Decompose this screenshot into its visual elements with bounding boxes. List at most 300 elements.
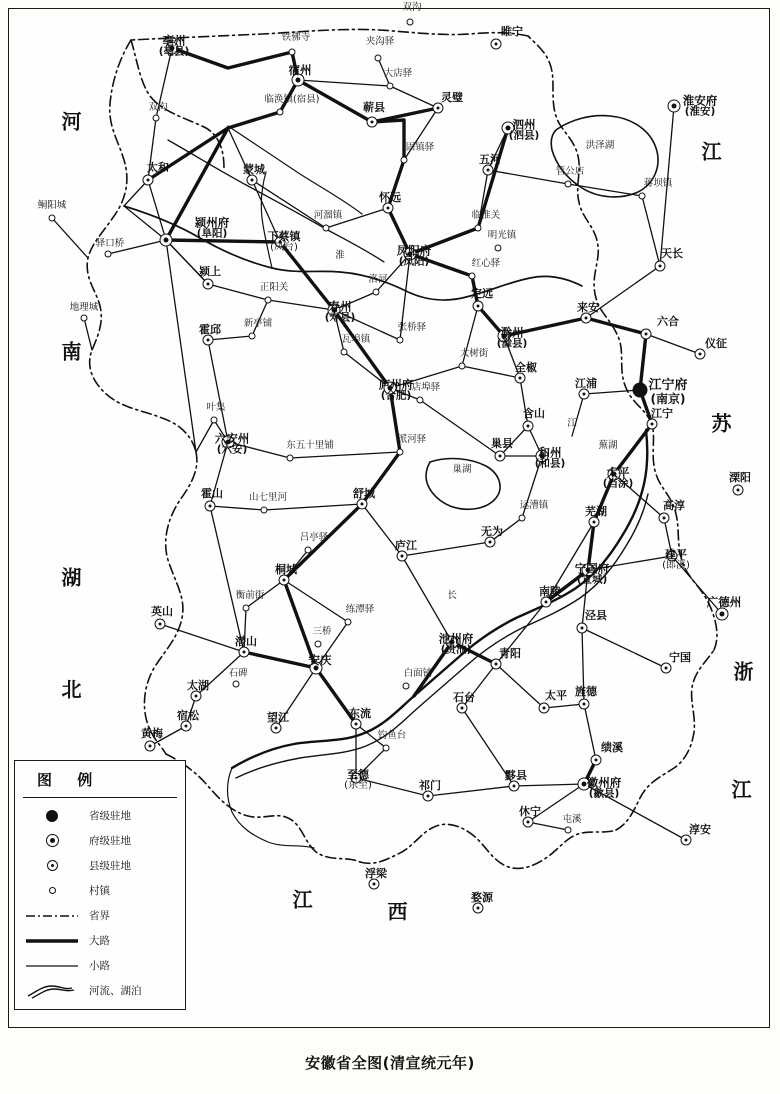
place-label bbox=[523, 408, 545, 420]
marker-center bbox=[401, 555, 404, 558]
place-label bbox=[601, 742, 623, 754]
map-marker-town[interactable] bbox=[233, 681, 240, 688]
marker-center bbox=[477, 907, 480, 910]
place-name: 临淮关 bbox=[471, 210, 501, 222]
place-name: 派河驿 bbox=[397, 434, 427, 446]
place-name: 霍邱 bbox=[199, 323, 221, 337]
neighbor-label: 浙 bbox=[733, 659, 755, 684]
place-name: 无为 bbox=[481, 525, 503, 539]
place-name: 旌德 bbox=[575, 685, 597, 699]
map-marker-town[interactable] bbox=[243, 605, 250, 612]
marker-center bbox=[672, 104, 677, 109]
place-name: 婺源 bbox=[471, 891, 493, 905]
map-marker-town[interactable] bbox=[407, 19, 414, 26]
place-label bbox=[651, 408, 673, 420]
marker-center bbox=[663, 517, 666, 520]
marker-center bbox=[665, 667, 668, 670]
map-marker-town[interactable] bbox=[383, 745, 390, 752]
place-name-modern: (亳县) bbox=[158, 45, 190, 58]
marker-center bbox=[583, 703, 586, 706]
place-label bbox=[344, 769, 372, 791]
place-name: 河溜镇 bbox=[313, 210, 343, 222]
marker-center bbox=[147, 179, 150, 182]
place-label bbox=[481, 526, 503, 538]
map-marker-town[interactable] bbox=[345, 619, 352, 626]
place-name: 庐江 bbox=[395, 539, 417, 553]
map-marker-town[interactable] bbox=[341, 349, 348, 356]
place-name: 淳安 bbox=[689, 823, 711, 837]
place-name: 霍山 bbox=[201, 487, 223, 501]
marker-center bbox=[355, 723, 358, 726]
place-name: 庐州府 bbox=[378, 377, 414, 392]
place-label bbox=[575, 562, 610, 585]
place-name: 淮 bbox=[335, 250, 345, 262]
place-name: 双沟 bbox=[402, 2, 422, 14]
place-label bbox=[662, 549, 690, 571]
neighbor-label: 北 bbox=[61, 677, 83, 702]
place-name: 山七里河 bbox=[248, 492, 288, 504]
legend-divider bbox=[23, 797, 177, 798]
place-name: 亳州 bbox=[162, 33, 186, 48]
place-name: 黄梅 bbox=[141, 727, 163, 741]
marker-center bbox=[487, 169, 490, 172]
place-name: 双沟 bbox=[148, 102, 168, 114]
place-label bbox=[187, 680, 209, 692]
place-name: 灵璧 bbox=[441, 91, 463, 105]
map-marker-town[interactable] bbox=[401, 157, 408, 164]
map-marker-town[interactable] bbox=[81, 315, 88, 322]
place-name: 新亭铺 bbox=[243, 318, 273, 330]
legend-label: 小路 bbox=[89, 960, 110, 972]
place-label bbox=[471, 892, 493, 904]
map-marker-county[interactable] bbox=[695, 349, 706, 360]
place-label bbox=[398, 435, 427, 445]
place-name: 蒙城 bbox=[243, 163, 265, 177]
marker-center bbox=[527, 821, 530, 824]
place-label bbox=[669, 652, 691, 664]
place-name: 驿口桥 bbox=[95, 238, 125, 250]
legend-label: 省界 bbox=[89, 910, 110, 922]
legend-rows bbox=[15, 803, 185, 1005]
place-name: 桐城 bbox=[275, 563, 297, 577]
place-name: 管公店 bbox=[555, 166, 585, 178]
place-name: 淮安府 bbox=[682, 93, 718, 108]
place-label bbox=[148, 103, 167, 113]
place-name-modern: (合肥) bbox=[380, 389, 412, 402]
map-marker-town[interactable] bbox=[469, 273, 476, 280]
place-label bbox=[365, 868, 387, 880]
place-name: 蕲县 bbox=[363, 101, 385, 115]
place-name: 太平 bbox=[545, 689, 567, 703]
marker-center bbox=[659, 265, 662, 268]
map-marker-county[interactable] bbox=[145, 741, 156, 752]
marker-center bbox=[209, 505, 212, 508]
place-name: 石台 bbox=[453, 691, 475, 705]
place-name: 宿州 bbox=[288, 62, 312, 77]
place-name-modern: (宣城) bbox=[576, 573, 608, 586]
place-name: 徽州府 bbox=[586, 775, 622, 790]
place-name: 宁国府 bbox=[574, 561, 610, 576]
place-label bbox=[199, 266, 221, 278]
marker-center bbox=[513, 785, 516, 788]
map-marker-county[interactable] bbox=[591, 755, 602, 766]
place-name: 黟县 bbox=[505, 769, 527, 783]
marker-center bbox=[527, 425, 530, 428]
map-marker-town[interactable] bbox=[639, 193, 646, 200]
map-marker-county[interactable] bbox=[641, 329, 652, 340]
marker-center bbox=[275, 727, 278, 730]
place-name-modern: (东至) bbox=[344, 779, 372, 791]
place-name: 溧阳 bbox=[729, 471, 751, 485]
legend-item-prefecture-seat bbox=[15, 828, 185, 853]
legend-label: 大路 bbox=[89, 935, 110, 947]
place-label bbox=[286, 441, 334, 451]
place-label bbox=[384, 69, 413, 79]
place-label bbox=[314, 211, 343, 221]
place-label bbox=[585, 610, 607, 622]
place-label bbox=[501, 26, 523, 38]
place-name: 江 bbox=[567, 418, 577, 430]
place-name: 下蔡镇 bbox=[267, 229, 301, 243]
place-label bbox=[488, 231, 517, 241]
place-label bbox=[661, 248, 683, 260]
place-label bbox=[603, 466, 634, 489]
map-marker-town[interactable] bbox=[417, 397, 424, 404]
place-name-modern: (当涂) bbox=[602, 477, 634, 490]
map-marker-town[interactable] bbox=[105, 251, 112, 258]
place-label bbox=[268, 231, 301, 253]
place-label bbox=[648, 379, 687, 405]
dash-dot-line-icon bbox=[15, 911, 89, 921]
place-name: 全椒 bbox=[515, 361, 537, 375]
place-label bbox=[539, 586, 561, 598]
place-label bbox=[243, 164, 265, 176]
place-name: 正阳关 bbox=[259, 282, 289, 294]
place-label bbox=[267, 712, 289, 724]
place-label bbox=[397, 244, 432, 267]
legend-label: 县级驻地 bbox=[89, 860, 131, 872]
map-marker-prefecture[interactable] bbox=[668, 100, 681, 113]
place-name: 太平 bbox=[606, 465, 630, 480]
map-marker-town[interactable] bbox=[261, 507, 268, 514]
place-name: 张桥驿 bbox=[397, 322, 427, 334]
place-label bbox=[309, 654, 332, 666]
legend-label: 村镇 bbox=[89, 885, 110, 897]
place-name: 大店驿 bbox=[383, 68, 413, 80]
place-name: 红心驿 bbox=[471, 258, 501, 270]
place-label bbox=[575, 378, 597, 390]
place-name: 宁国 bbox=[669, 651, 691, 665]
place-name-modern: (阜阳) bbox=[196, 227, 228, 240]
place-name: 白面铺 bbox=[403, 668, 433, 680]
neighbor-label: 西 bbox=[387, 899, 409, 924]
place-name: 江浦 bbox=[575, 377, 597, 391]
map-marker-town[interactable] bbox=[153, 115, 160, 122]
place-label bbox=[598, 441, 617, 451]
place-name: 青阳 bbox=[499, 647, 521, 661]
place-label bbox=[472, 211, 501, 221]
map-marker-town[interactable] bbox=[403, 683, 410, 690]
place-name: 建平 bbox=[665, 547, 687, 561]
map-marker-county[interactable] bbox=[155, 619, 166, 630]
legend-item-river-lake bbox=[15, 978, 185, 1003]
place-name: 太和 bbox=[147, 161, 169, 175]
map-marker-county[interactable] bbox=[577, 623, 588, 634]
map-marker-county[interactable] bbox=[655, 261, 666, 272]
place-name: 蒋坝镇 bbox=[643, 178, 673, 190]
map-marker-prefecture[interactable] bbox=[716, 608, 729, 621]
marker-center bbox=[583, 393, 586, 396]
marker-center bbox=[164, 238, 169, 243]
map-marker-town[interactable] bbox=[277, 109, 284, 116]
place-label bbox=[363, 102, 385, 114]
marker-center bbox=[427, 795, 430, 798]
map-marker-town[interactable] bbox=[249, 333, 256, 340]
marker-center bbox=[489, 541, 492, 544]
place-label bbox=[729, 472, 751, 484]
marker-center bbox=[207, 283, 210, 286]
map-marker-town[interactable] bbox=[289, 49, 296, 56]
place-name: 来安 bbox=[577, 301, 599, 315]
map-marker-town[interactable] bbox=[495, 245, 502, 252]
place-label bbox=[195, 216, 230, 239]
map-marker-county[interactable] bbox=[539, 703, 550, 714]
map-marker-prefecture[interactable] bbox=[160, 234, 173, 247]
place-name: 铁佛寺 bbox=[281, 32, 311, 44]
place-name: 泗州 bbox=[512, 117, 536, 132]
place-label bbox=[177, 710, 199, 722]
marker-center bbox=[519, 377, 522, 380]
place-label bbox=[366, 37, 395, 47]
place-name: 祁门 bbox=[419, 779, 441, 793]
legend-item-village bbox=[15, 878, 185, 903]
marker-center bbox=[461, 707, 464, 710]
map-marker-town[interactable] bbox=[397, 337, 404, 344]
map-marker-town[interactable] bbox=[323, 225, 330, 232]
place-label bbox=[419, 780, 441, 792]
place-name: 潜山 bbox=[235, 635, 257, 649]
marker-center bbox=[737, 489, 740, 492]
place-name: 和州 bbox=[538, 445, 562, 460]
place-label bbox=[535, 446, 566, 469]
marker-center bbox=[149, 745, 152, 748]
place-label bbox=[515, 362, 537, 374]
place-label bbox=[147, 162, 169, 174]
place-name: 屯溪 bbox=[562, 814, 582, 826]
neighbor-label: 苏 bbox=[711, 411, 733, 436]
place-name: 凤阳府 bbox=[396, 243, 432, 258]
map-marker-county[interactable] bbox=[495, 451, 506, 462]
place-name: 巢湖 bbox=[452, 464, 472, 476]
legend-title: 图 例 bbox=[37, 771, 103, 789]
place-name-modern: (淮安) bbox=[684, 105, 716, 118]
map-marker-county[interactable] bbox=[733, 485, 744, 496]
place-label bbox=[244, 319, 273, 329]
legend-label: 府级驻地 bbox=[89, 835, 131, 847]
map-marker-county[interactable] bbox=[579, 699, 590, 710]
place-label bbox=[265, 95, 320, 105]
legend-item-province-border bbox=[15, 903, 185, 928]
map-marker-town[interactable] bbox=[459, 363, 466, 370]
place-label bbox=[453, 692, 475, 704]
neighbor-label: 南 bbox=[61, 339, 83, 364]
place-label bbox=[499, 648, 521, 660]
map-marker-town[interactable] bbox=[265, 297, 272, 304]
marker-center bbox=[387, 207, 390, 210]
place-label bbox=[312, 627, 331, 637]
map-marker-county[interactable] bbox=[523, 421, 534, 432]
map-marker-town[interactable] bbox=[565, 181, 572, 188]
map-marker-county[interactable] bbox=[203, 279, 214, 290]
place-name: 运漕镇 bbox=[519, 500, 549, 512]
map-marker-capital[interactable] bbox=[633, 383, 648, 398]
place-label bbox=[707, 596, 742, 608]
filled-dot-icon bbox=[15, 810, 89, 822]
place-label bbox=[141, 728, 163, 740]
place-label bbox=[395, 540, 417, 552]
place-label bbox=[447, 591, 457, 601]
place-name-modern: (泗县) bbox=[508, 129, 540, 142]
place-label bbox=[228, 669, 247, 679]
place-label bbox=[335, 251, 345, 261]
map-marker-town[interactable] bbox=[373, 289, 380, 296]
place-label bbox=[346, 605, 375, 615]
place-name: 洪泽湖 bbox=[585, 140, 615, 152]
place-label bbox=[96, 239, 125, 249]
place-name: 长 bbox=[447, 590, 457, 602]
place-label bbox=[289, 64, 312, 76]
map-marker-county[interactable] bbox=[473, 301, 484, 312]
place-name: 固镇驿 bbox=[405, 142, 435, 154]
marker-center bbox=[371, 121, 374, 124]
place-name: 东五十里铺 bbox=[286, 440, 334, 452]
marker-center bbox=[651, 423, 654, 426]
map-marker-town[interactable] bbox=[287, 455, 294, 462]
legend bbox=[14, 760, 186, 1010]
place-name: 江宁府 bbox=[648, 377, 688, 393]
marker-center bbox=[720, 612, 725, 617]
neighbor-label: 江 bbox=[292, 887, 314, 912]
place-label bbox=[663, 500, 685, 512]
place-label bbox=[562, 815, 581, 825]
place-name: 寿州 bbox=[328, 299, 352, 314]
neighbor-label: 湖 bbox=[61, 565, 83, 590]
place-label bbox=[575, 686, 597, 698]
place-label bbox=[325, 300, 356, 323]
place-name: 望江 bbox=[267, 711, 289, 725]
marker-center bbox=[495, 663, 498, 666]
place-name-modern: (贵池) bbox=[440, 643, 472, 656]
map-caption: 安徽省全图(清宣统元年) bbox=[305, 1054, 475, 1072]
place-name-modern: (凤阳) bbox=[398, 255, 430, 268]
place-name: 休宁 bbox=[519, 805, 541, 819]
map-marker-town[interactable] bbox=[387, 83, 394, 90]
map-marker-town[interactable] bbox=[475, 225, 482, 232]
map-marker-town[interactable] bbox=[315, 641, 322, 648]
place-name: 店埠驿 bbox=[411, 382, 441, 394]
place-name-modern: (和县) bbox=[534, 457, 566, 470]
place-label bbox=[260, 283, 289, 293]
place-name: 绩溪 bbox=[601, 741, 623, 755]
map-marker-town[interactable] bbox=[565, 827, 572, 834]
place-label bbox=[70, 303, 99, 313]
place-name: 巢县 bbox=[491, 437, 513, 451]
place-name: 六安州 bbox=[214, 431, 250, 446]
place-label bbox=[689, 824, 711, 836]
marker-center bbox=[685, 839, 688, 842]
place-label bbox=[249, 493, 287, 503]
map-marker-town[interactable] bbox=[305, 547, 312, 554]
place-name: 江宁 bbox=[651, 407, 673, 421]
place-name: 滁州 bbox=[500, 325, 524, 340]
marker-center bbox=[283, 579, 286, 582]
marker-center bbox=[595, 759, 598, 762]
place-label bbox=[349, 708, 371, 720]
place-label bbox=[644, 179, 673, 189]
map-marker-county[interactable] bbox=[659, 513, 670, 524]
place-label bbox=[472, 259, 501, 269]
place-name: 夹沟驿 bbox=[365, 36, 395, 48]
map-marker-town[interactable] bbox=[49, 215, 56, 222]
place-label bbox=[368, 275, 387, 285]
place-name: 浮梁 bbox=[365, 867, 387, 881]
map-marker-town[interactable] bbox=[375, 55, 382, 62]
place-label bbox=[509, 118, 540, 141]
place-label bbox=[378, 731, 407, 741]
place-name: 舒城 bbox=[353, 487, 375, 501]
place-name: 泾县 bbox=[585, 609, 607, 623]
place-label bbox=[586, 141, 615, 151]
place-label bbox=[275, 564, 297, 576]
marker-center bbox=[159, 623, 162, 626]
place-name: 英山 bbox=[151, 605, 173, 619]
place-label bbox=[215, 432, 250, 455]
place-name: 高淳 bbox=[663, 499, 685, 513]
map-marker-town[interactable] bbox=[519, 515, 526, 522]
place-name: 三桥 bbox=[312, 626, 332, 638]
marker-center bbox=[645, 333, 648, 336]
place-label bbox=[657, 316, 679, 328]
place-name: 蕪湖 bbox=[598, 440, 618, 452]
place-name-modern: (滁县) bbox=[496, 337, 528, 350]
place-name: 宿松 bbox=[177, 709, 199, 723]
place-label bbox=[479, 154, 501, 166]
marker-center bbox=[251, 179, 254, 182]
place-name: 南陵 bbox=[539, 585, 561, 599]
place-name-modern: (凤台) bbox=[270, 241, 298, 253]
marker-center bbox=[361, 503, 364, 506]
place-name: 吕亭驿 bbox=[299, 532, 329, 544]
place-label bbox=[412, 383, 441, 393]
place-name-modern: (歙县) bbox=[588, 787, 620, 800]
map-marker-county[interactable] bbox=[205, 501, 216, 512]
map-marker-county[interactable] bbox=[367, 117, 378, 128]
place-label bbox=[471, 288, 493, 300]
map-marker-county[interactable] bbox=[491, 39, 502, 50]
place-label bbox=[300, 533, 329, 543]
place-name: 石碑 bbox=[228, 668, 248, 680]
place-label bbox=[342, 335, 371, 345]
map-marker-county[interactable] bbox=[143, 175, 154, 186]
thick-line-icon bbox=[15, 936, 89, 946]
place-name: 明光镇 bbox=[487, 230, 517, 242]
map-marker-town[interactable] bbox=[211, 417, 218, 424]
map-marker-town[interactable] bbox=[397, 449, 404, 456]
place-label bbox=[439, 632, 474, 655]
marker-center bbox=[477, 305, 480, 308]
place-label bbox=[398, 323, 427, 333]
place-name: 池州府 bbox=[438, 631, 474, 646]
